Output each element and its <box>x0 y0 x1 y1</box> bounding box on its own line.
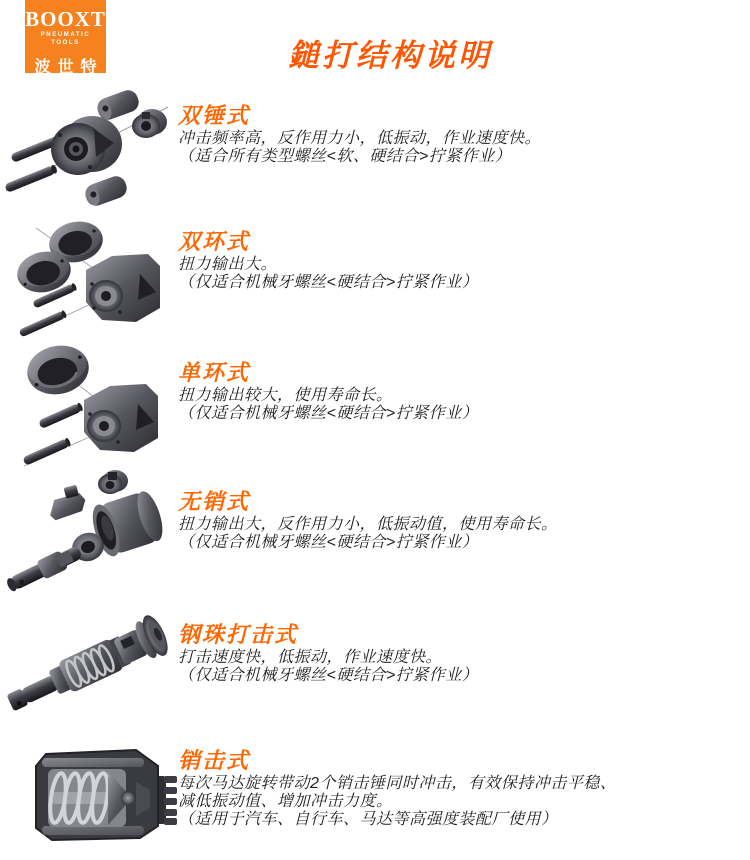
section-heading: 钢珠打击式 <box>178 622 299 647</box>
booxt-logo <box>25 0 114 76</box>
section-heading: 无销式 <box>178 489 251 514</box>
pin-strike-cutaway-diagram-icon <box>8 742 180 860</box>
pinless-exploded-diagram-icon <box>2 463 174 595</box>
section-description-line: 每次马达旋转带动2个销击锤同时冲击，有效保持冲击平稳、 <box>178 775 617 792</box>
section-description-line: 减低振动值、增加冲击力度。 <box>178 793 393 810</box>
section-heading: 单环式 <box>178 360 251 385</box>
section-description-line: （仅适合机械牙螺丝<硬结合>拧紧作业） <box>178 274 479 291</box>
section-description-line: （仅适合机械牙螺丝<硬结合>拧紧作业） <box>178 667 479 684</box>
section-description-line: （适合所有类型螺丝<软、硬结合>拧紧作业） <box>178 148 512 165</box>
section-description-line: （仅适合机械牙螺丝<硬结合>拧紧作业） <box>178 534 479 551</box>
section-heading: 双环式 <box>178 229 251 254</box>
page-title: 鎚打结构说明 <box>288 38 492 73</box>
section-steel-ball-impact <box>0 590 750 730</box>
section-single-ring <box>0 336 750 468</box>
section-description-line: 冲击频率高，反作用力小，低振动，作业速度快。 <box>178 130 542 147</box>
section-description-line: （适用于汽车、自行车、马达等高强度装配厂使用） <box>178 811 558 828</box>
section-description-line: 扭力输出大，反作用力小，低振动值，使用寿命长。 <box>178 516 558 533</box>
logo-chinese-name: 波世特 <box>34 59 104 76</box>
section-heading: 销击式 <box>178 748 251 773</box>
section-description-line: 扭力输出大。 <box>178 256 278 273</box>
registered-trademark-icon: ® <box>107 11 114 18</box>
section-description-line: 打击速度快，低振动，作业速度快。 <box>178 649 443 666</box>
section-description-line: （仅适合机械牙螺丝<硬结合>拧紧作业） <box>178 405 479 422</box>
double-ring-exploded-diagram-icon <box>2 208 172 340</box>
section-double-ring <box>0 208 750 336</box>
double-hammer-exploded-diagram-icon <box>2 85 174 207</box>
section-double-hammer <box>0 85 750 210</box>
logo-brand-text: BOOXT ® <box>25 7 114 31</box>
section-pin-strike <box>0 740 750 860</box>
section-heading: 双锤式 <box>178 103 251 128</box>
section-description-line: 扭力输出较大，使用寿命长。 <box>178 387 393 404</box>
logo-tagline: PNEUMATIC TOOLS <box>40 32 91 46</box>
section-pinless <box>0 463 750 593</box>
steel-ball-impact-diagram-icon <box>2 590 178 730</box>
single-ring-exploded-diagram-icon <box>2 336 172 470</box>
